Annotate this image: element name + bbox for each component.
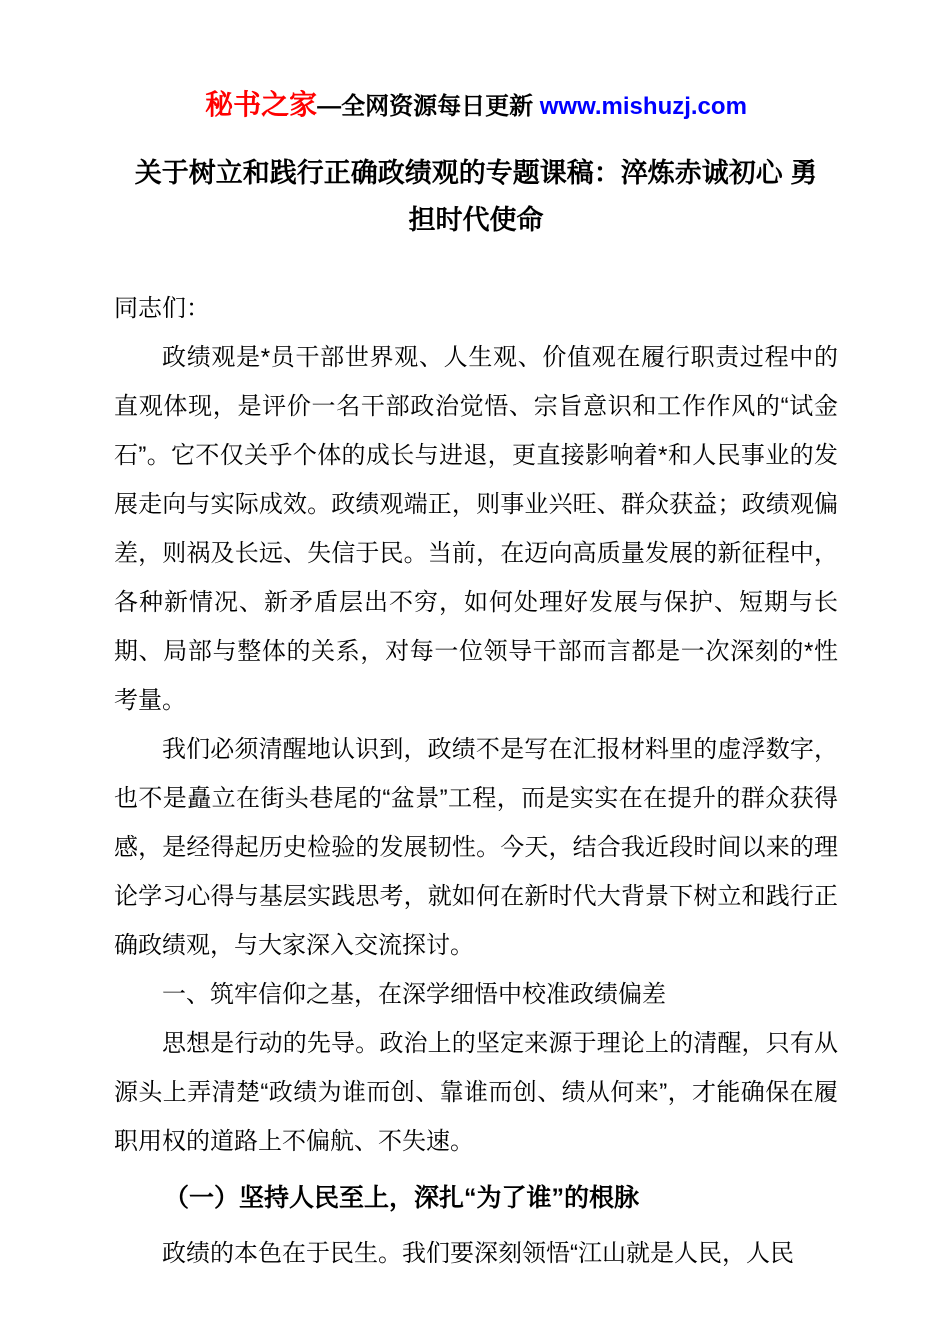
document-title: 关于树立和践行正确政绩观的专题课稿：淬炼赤诚初心 勇担时代使命 bbox=[134, 158, 818, 235]
paragraph: 思想是行动的先导。政治上的坚定来源于理论上的清醒，只有从源头上弄清楚“政绩为谁而创、靠谁而创、绩从何来”，才能确保在履职用权的道路上不偏航、不失速。 bbox=[114, 1030, 838, 1155]
sub-heading: （一）坚持人民至上，深扎“为了谁”的根脉 bbox=[164, 1184, 640, 1212]
paragraph: 政绩的本色在于民生。我们要深刻领悟“江山就是人民，人民 bbox=[162, 1240, 794, 1267]
site-brand: 秘书之家 bbox=[205, 89, 318, 120]
site-url-link[interactable]: www.mishuzj.com bbox=[539, 93, 747, 120]
paragraph: 同志们： bbox=[114, 295, 210, 322]
paragraph: 政绩观是*员干部世界观、人生观、价值观在履行职责过程中的直观体现，是评价一名干部政治觉悟、宗旨意识和工作作风的“试金石”。它不仅关乎个体的成长与进退，更直接影响着*和人民事业的发展走向与实际成效。政绩观端正，则事业兴旺、群众获益；政绩观偏差，则祸及长远、失信于民。当前，在迈向高质量发展的新征程中，各种新情况、新矛盾层出不穷，如何处理好发展与保护、短期与长期、局部与整体的关系，对每一位领导干部而言都是一次深刻的*性考量。 bbox=[114, 344, 838, 714]
section-heading: 一、筑牢信仰之基，在深学细悟中校准政绩偏差 bbox=[162, 981, 666, 1008]
document-body bbox=[114, 284, 838, 1278]
site-tagline: —全网资源每日更新 bbox=[317, 93, 540, 120]
paragraph: 我们必须清醒地认识到，政绩不是写在汇报材料里的虚浮数字，也不是矗立在街头巷尾的“盆景”工程，而是实实在在提升的群众获得感，是经得起历史检验的发展韧性。今天，结合我近段时间以来的理论学习心得与基层实践思考，就如何在新时代大背景下树立和践行正确政绩观，与大家深入交流探讨。 bbox=[114, 736, 838, 959]
site-header bbox=[114, 88, 838, 124]
